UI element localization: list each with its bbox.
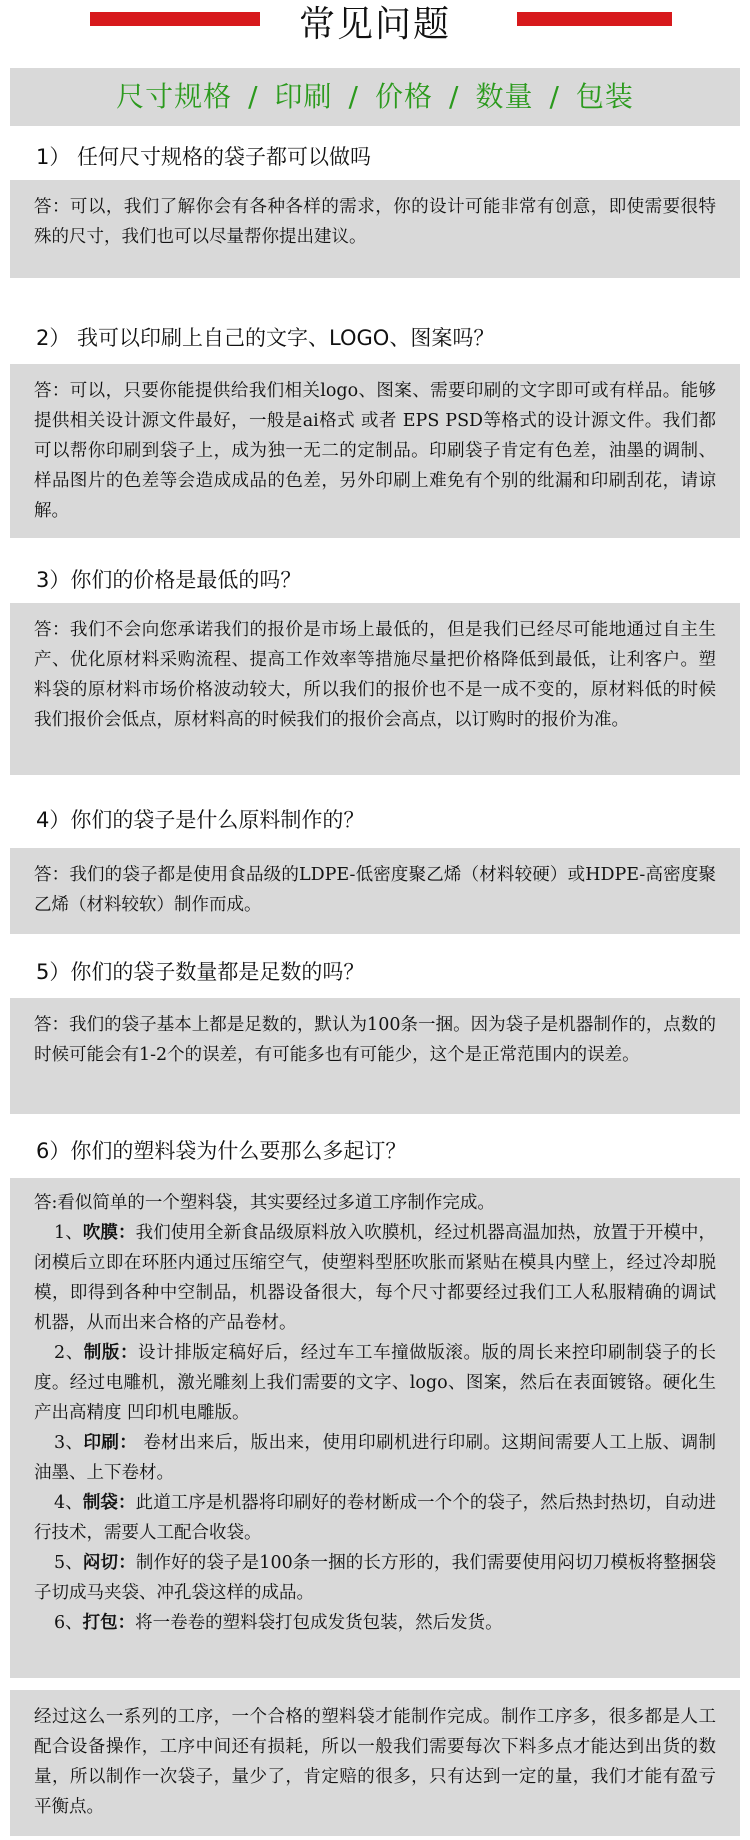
banner-item-quantity: 数量 <box>475 80 534 113</box>
faq-answer-2 <box>10 364 740 538</box>
process-step-printing: 3、印刷： 卷材出来后，版出来，使用印刷机进行印刷。这期间需要人工上版、调制油墨、上下卷材。 <box>34 1433 717 1483</box>
banner-item-printing: 印刷 <box>274 80 333 113</box>
banner-item-price: 价格 <box>374 80 433 113</box>
faq-answer-1-text: 答：可以，我们了解你会有各种各样的需求，你的设计可能非常有创意，即使需要很特殊的尺寸，我们也可以尽量帮你提出建议。 <box>34 197 716 247</box>
banner-separator: / <box>248 80 259 113</box>
faq-answer-5 <box>10 998 740 1114</box>
header-decor-bar-right <box>517 12 672 26</box>
banner-separator: / <box>449 80 460 113</box>
process-step-die-cutting: 5、闷切：制作好的袋子是100条一捆的长方形的，我们需要使用闷切刀模板将整捆袋子切成马夹袋、冲孔袋这样的成品。 <box>34 1553 717 1603</box>
faq-answer-4 <box>10 848 740 934</box>
banner-separator: / <box>348 80 359 113</box>
faq-answer-6 <box>10 1178 740 1678</box>
faq-answer-3 <box>10 603 740 775</box>
faq-answer-3-text: 答：我们不会向您承诺我们的报价是市场上最低的，但是我们已经尽可能地通过自主生产、优化原材料采购流程、提高工作效率等措施尽量把价格降低到最低，让利客户。塑料袋的原材料市场价格波动较大，所以我们的报价也不是一成不变的，原材料低的时候我们报价会低点，原材料高的时候我们的报价会高点，以订购时的报价为准。 <box>34 620 716 730</box>
process-step-plate-making: 2、制版：设计排版定稿好后，经过车工车撞做版滚。版的周长来控印刷制袋子的长度。经过电雕机，激光雕刻上我们需要的文字、logo、图案，然后在表面镀铬。硬化生产出高精度 凹印机电雕版。 <box>34 1343 717 1423</box>
faq-question-2: 2） 我可以印刷上自己的文字、LOGO、图案吗？ <box>36 326 495 350</box>
process-step-blow-film: 1、吹膜：我们使用全新食品级原料放入吹膜机，经过机器高温加热，放置于开模中，闭模后立即在环胚内通过压缩空气，使塑料型胚吹胀而紧贴在模具内壁上，经过冷却脱模，即得到各种中空制品，机器设备很大，每个尺寸都要经过我们工人私服精确的调试机器，从而出来合格的产品卷材。 <box>34 1223 717 1333</box>
banner-item-size: 尺寸规格 <box>116 80 233 113</box>
process-step-name: 闷切： <box>82 1553 136 1573</box>
faq-question-5: 5）你们的袋子数量都是足数的吗？ <box>36 960 365 984</box>
process-step-bag-making: 4、制袋：此道工序是机器将印刷好的卷材断成一个个的袋子，然后热封热切，自动进行技术，需要人工配合收袋。 <box>34 1493 717 1543</box>
faq-question-6: 6）你们的塑料袋为什么要那么多起订？ <box>36 1139 407 1163</box>
page-header <box>0 0 750 50</box>
process-step-name: 打包： <box>82 1613 136 1633</box>
process-step-name: 制袋： <box>82 1493 136 1513</box>
faq-answer-4-text: 答：我们的袋子都是使用食品级的LDPE-低密度聚乙烯（材料较硬）或HDPE-高密度聚乙烯（材料较软）制作而成。 <box>34 865 716 915</box>
faq-answer-5-text: 答：我们的袋子基本上都是足数的，默认为100条一捆。因为袋子是机器制作的，点数的时候可能会有1-2个的误差，有可能多也有可能少，这个是正常范围内的误差。 <box>34 1015 716 1065</box>
faq-answer-6-intro: 答:看似简单的一个塑料袋，其实要经过多道工序制作完成。 <box>34 1193 495 1213</box>
process-step-name: 印刷： <box>83 1433 138 1453</box>
closing-note <box>10 1690 740 1836</box>
process-step-name: 吹膜： <box>82 1223 136 1243</box>
banner-item-packaging: 包装 <box>575 80 634 113</box>
closing-note-text: 经过这么一系列的工序，一个合格的塑料袋才能制作完成。制作工序多，很多都是人工配合设备操作，工序中间还有损耗，所以一般我们需要每次下料多点才能达到出货的数量，所以制作一次袋子，量少了，肯定赔的很多，只有达到一定的量，我们才能有盈亏平衡点。 <box>34 1707 716 1817</box>
process-step-name: 制版： <box>83 1343 139 1363</box>
banner-separator: / <box>549 80 560 113</box>
category-banner <box>10 68 740 126</box>
faq-question-3: 3）你们的价格是最低的吗？ <box>36 568 302 592</box>
faq-question-4: 4）你们的袋子是什么原料制作的？ <box>36 808 365 832</box>
process-step-packing: 6、打包：将一卷卷的塑料袋打包成发货包装，然后发货。 <box>54 1613 503 1633</box>
faq-answer-2-text: 答：可以，只要你能提供给我们相关logo、图案、需要印刷的文字即可或有样品。能够提供相关设计源文件最好，一般是ai格式 或者 EPS PSD等格式的设计源文件。我们都可以帮你印刷到袋子上，成为独一无二的定制品。印刷袋子肯定有色差，油墨的调制、样品图片的色差等会造成成品的色差，另外印刷上难免有个别的纰漏和印刷刮花，请谅解。 <box>34 381 716 521</box>
page-title: 常见问题 <box>298 4 451 45</box>
faq-question-1: 1） 任何尺寸规格的袋子都可以做吗 <box>36 145 372 169</box>
faq-answer-1 <box>10 180 740 278</box>
